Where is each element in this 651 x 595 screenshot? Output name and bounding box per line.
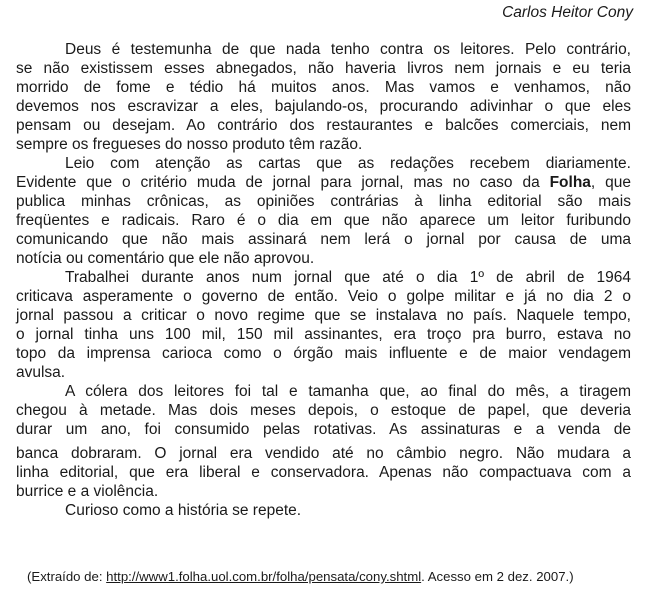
source-prefix: (Extraído de: <box>27 569 107 584</box>
source-citation <box>27 569 574 584</box>
text-line: linha editorial, que era liberal e conservadora. Apenas não compactuava com a <box>16 464 631 481</box>
text-line: jornal passou a criticar o novo regime que se instalava no país. Naquele tempo, <box>16 307 631 324</box>
newspaper-name: Folha <box>549 174 591 191</box>
text-line: sempre os fregueses do nosso produto têm razão. <box>16 136 363 153</box>
source-link[interactable]: http://www1.folha.uol.com.br/folha/pensata/cony.shtml <box>106 569 422 584</box>
text-line: Deus é testemunha de que nada tenho contra os leitores. Pelo contrário, <box>65 41 631 58</box>
text-line: chegou à metade. Mas dois meses depois, o estoque de papel, que deveria <box>16 402 631 419</box>
text-line: Evidente que o critério muda de jornal para jornal, mas no caso da Folha, que <box>16 174 631 191</box>
text-line: Curioso como a história se repete. <box>65 502 302 519</box>
text-line: devemos nos escravizar a eles, bajulando-os, procurando adivinhar o que eles <box>16 98 631 115</box>
text-line: Leio com atenção as cartas que as redações recebem diariamente. <box>65 155 631 172</box>
text-line: publica minhas crônicas, as opiniões contrárias à linha editorial são mais <box>16 193 631 210</box>
text-line: Trabalhei durante anos num jornal que até o dia 1º de abril de 1964 <box>65 269 631 286</box>
text-line: durar um ano, foi consumido pelas rotativas. As assinaturas e a venda de <box>16 421 631 438</box>
text-line: criticava asperamente o governo de então. Veio o golpe militar e já no dia 2 o <box>16 288 631 305</box>
text-line: avulsa. <box>16 364 66 381</box>
text-line: se não existissem esses abnegados, não haveria livros nem jornais e eu teria <box>16 60 631 77</box>
text-line: comunicando que não mais assinará nem lerá o jornal por causa de uma <box>16 231 631 248</box>
text-line: burrice e a violência. <box>16 483 159 500</box>
text-line: morrido de fome e tédio há muitos anos. Mas vamos e venhamos, não <box>16 79 631 96</box>
text-line: banca dobraram. O jornal era vendido até no câmbio negro. Não mudara a <box>16 445 631 462</box>
text-line: topo da imprensa carioca como o órgão mais influente e de maior vendagem <box>16 345 631 362</box>
text-line: freqüentes e radicais. Raro é o dia em que não aparece um leitor furibundo <box>16 212 631 229</box>
text-line: pensam ou desejam. Ao contrário dos restaurantes e balcões comerciais, nem <box>16 117 631 134</box>
author-name: Carlos Heitor Cony <box>502 4 633 21</box>
text-line: A cólera dos leitores foi tal e tamanha que, ao final do mês, a tiragem <box>65 383 631 400</box>
text-line: notícia ou comentário que ele não aprovou. <box>16 250 315 267</box>
source-suffix: . Acesso em 2 dez. 2007.) <box>421 569 574 584</box>
text-line: o jornal tinha uns 100 mil, 150 mil assinantes, era troço pra burro, estava no <box>16 326 631 343</box>
